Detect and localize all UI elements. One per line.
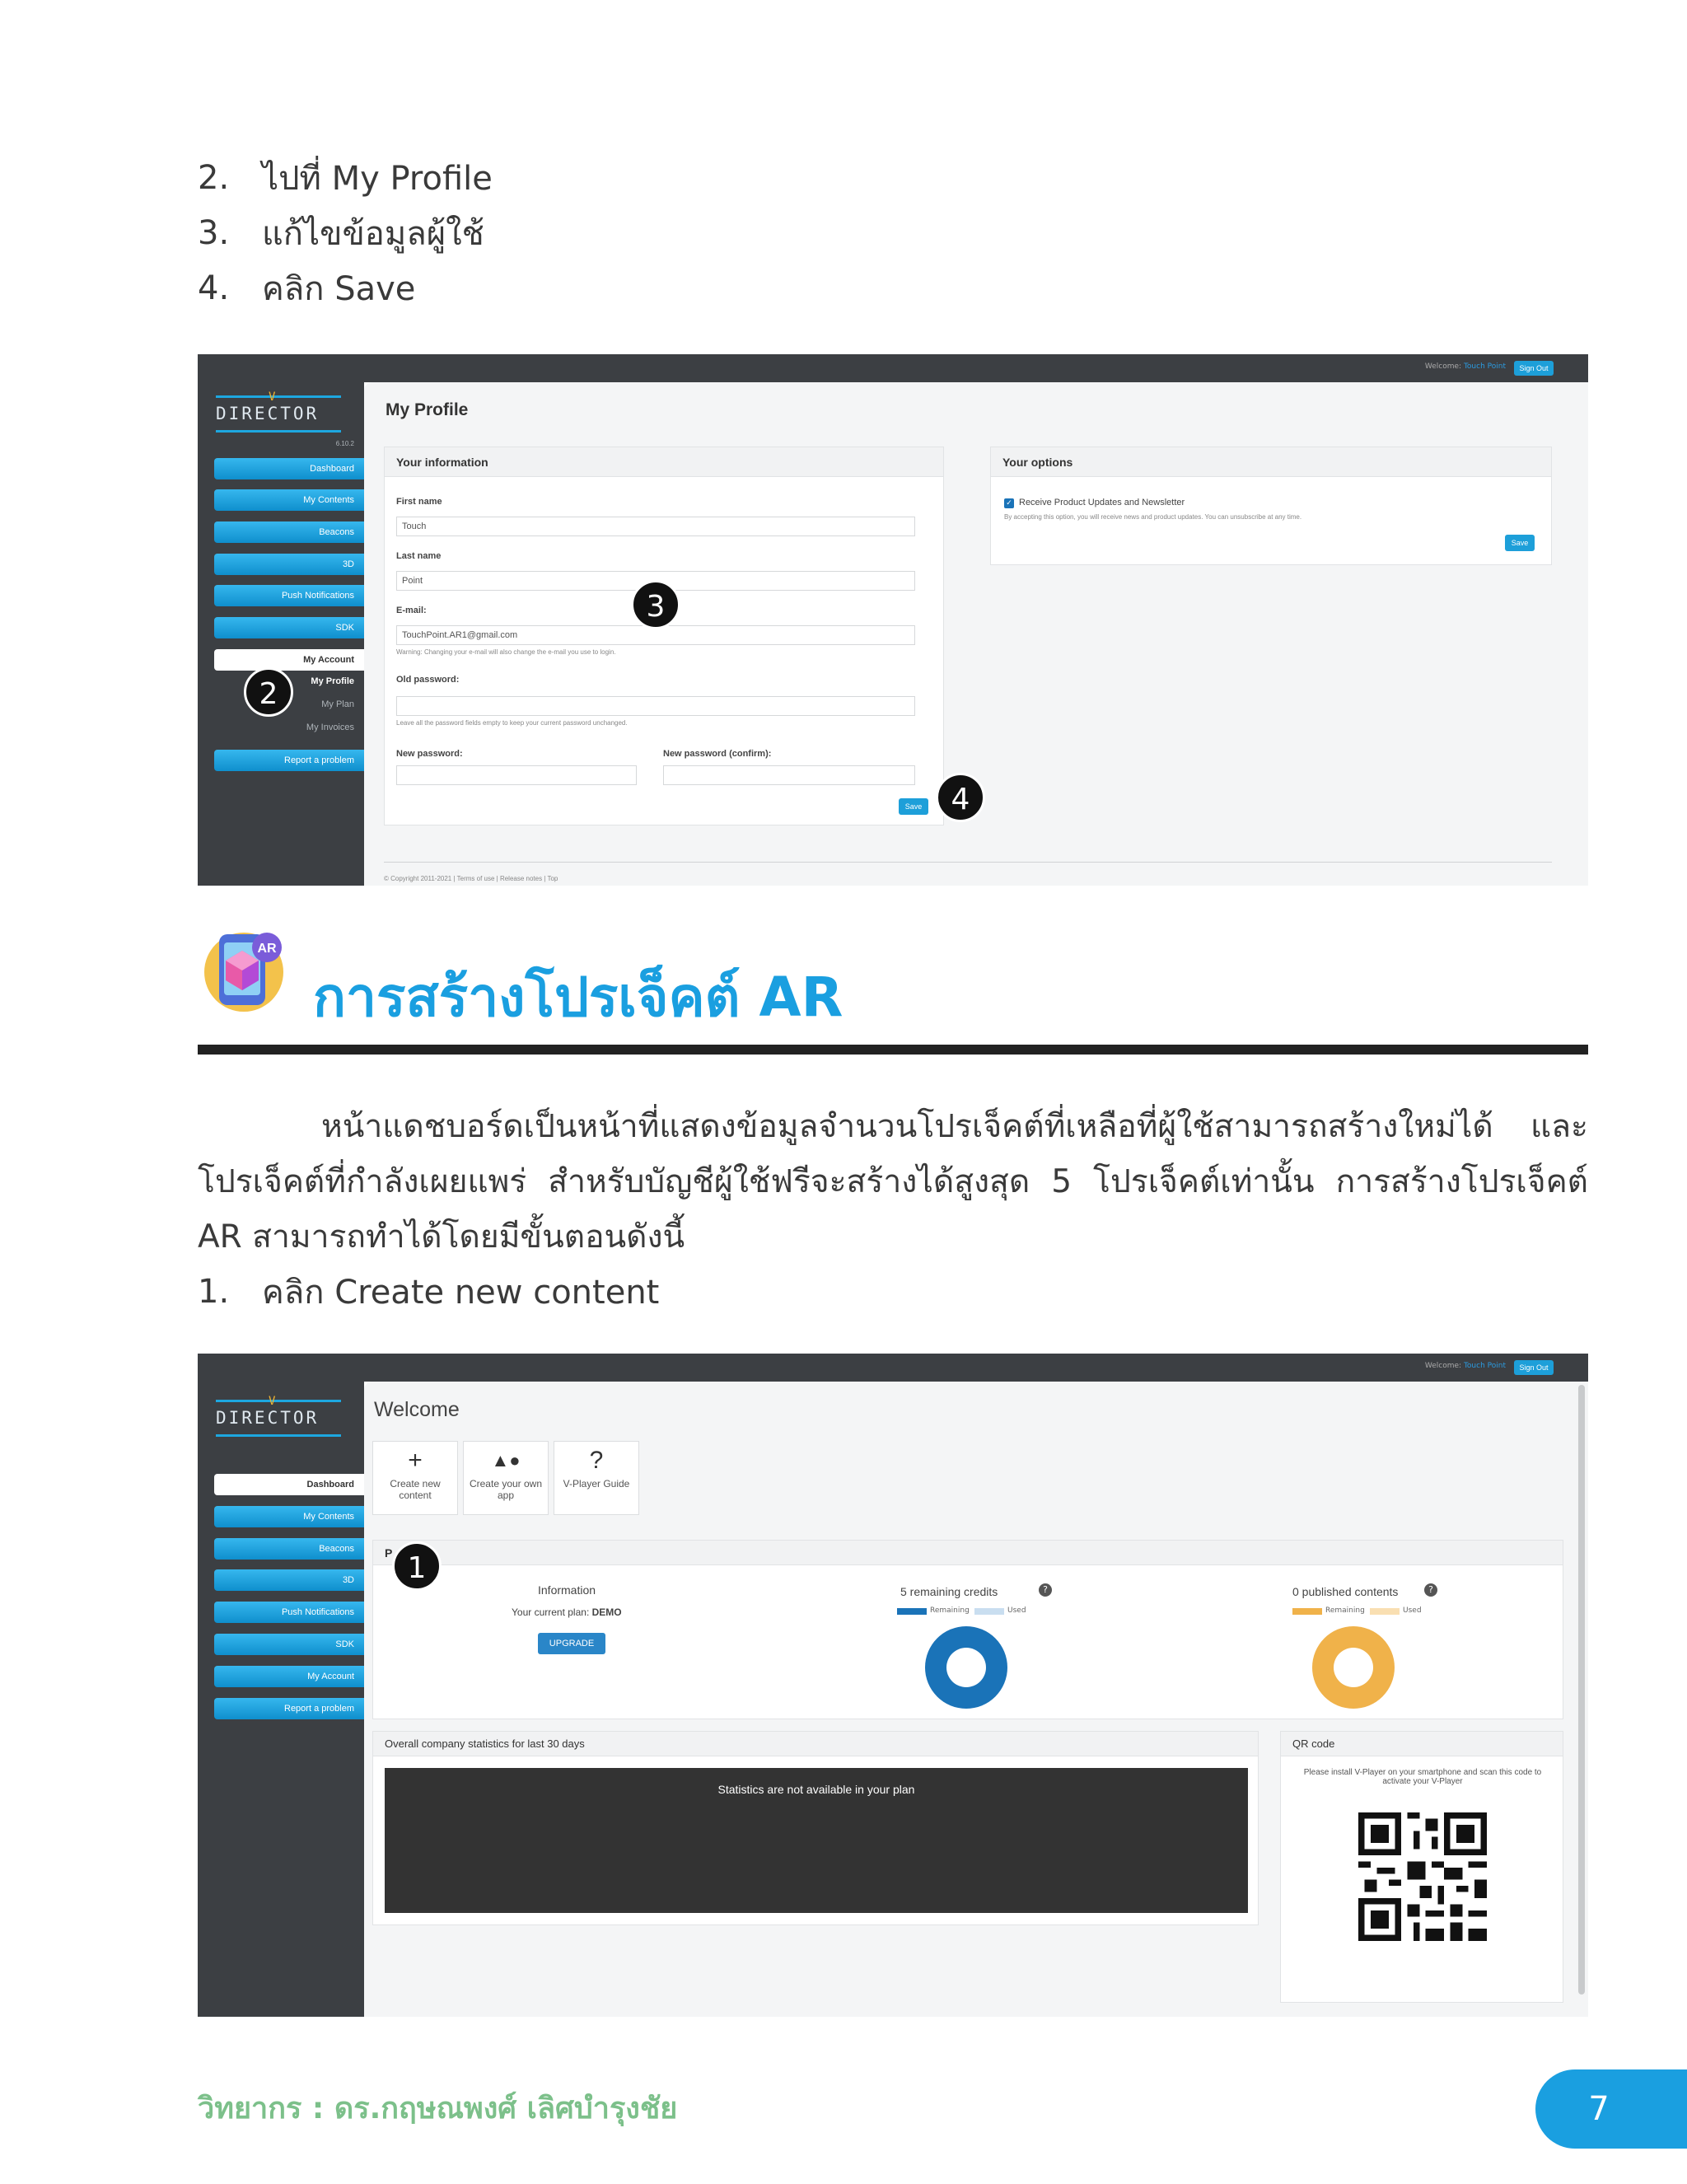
newsletter-checkbox[interactable]: ✓ bbox=[1004, 498, 1014, 508]
newsletter-label: Receive Product Updates and Newsletter bbox=[1019, 498, 1185, 507]
new-password-confirm-field[interactable] bbox=[663, 765, 915, 785]
step-number: 1. bbox=[198, 1273, 230, 1311]
sidebar-item-my-contents[interactable]: My Contents bbox=[214, 1506, 364, 1527]
current-plan-text: Your current plan: DEMO bbox=[512, 1606, 622, 1618]
last-name-field[interactable]: Point bbox=[396, 571, 915, 591]
first-name-field[interactable]: Touch bbox=[396, 517, 915, 536]
sidebar-item-push-notifications[interactable]: Push Notifications bbox=[214, 585, 364, 606]
panel-heading: P bbox=[373, 1541, 1563, 1565]
new-password-field[interactable] bbox=[396, 765, 637, 785]
footer-author: วิทยากร : ดร.กฤษณพงศ์ เลิศบำรุงชัย bbox=[198, 2092, 678, 2126]
save-button[interactable]: Save bbox=[899, 798, 928, 815]
legend-remaining: Remaining bbox=[930, 1606, 970, 1615]
qr-code-panel bbox=[1280, 1731, 1563, 2003]
help-icon[interactable]: ? bbox=[1424, 1583, 1437, 1597]
ar-project-icon bbox=[198, 923, 290, 1015]
panel-heading: QR code bbox=[1281, 1732, 1563, 1756]
page-title: Welcome bbox=[374, 1398, 460, 1421]
ar-badge-text: AR bbox=[257, 942, 277, 956]
main-content bbox=[364, 1382, 1588, 2017]
email-warning: Warning: Changing your e-mail will also change the e-mail you use to login. bbox=[396, 648, 616, 656]
old-password-field[interactable] bbox=[396, 696, 915, 716]
step-3 bbox=[198, 208, 484, 258]
director-logo: V DIRECTOR bbox=[216, 1400, 319, 1428]
sidebar-item-sdk[interactable]: SDK bbox=[214, 1634, 364, 1655]
panel-heading: Your information bbox=[385, 447, 943, 477]
screenshot-dashboard bbox=[198, 1354, 1588, 2017]
plus-icon: + bbox=[408, 1447, 423, 1474]
info-panel bbox=[372, 1540, 1563, 1719]
footer-divider bbox=[384, 862, 1552, 863]
v-player-guide-button[interactable]: ? V-Player Guide bbox=[554, 1441, 639, 1515]
first-name-label: First name bbox=[396, 497, 442, 507]
information-title: Information bbox=[538, 1583, 596, 1597]
director-logo: V DIRECTOR bbox=[216, 395, 319, 423]
create-new-content-button[interactable]: + Create new content bbox=[372, 1441, 458, 1515]
step-4 bbox=[198, 264, 415, 313]
sign-out-button[interactable]: Sign Out bbox=[1514, 361, 1554, 376]
statistics-unavailable: Statistics are not available in your plan bbox=[385, 1768, 1248, 1913]
step-badge-3: 3 bbox=[631, 580, 680, 629]
help-icon[interactable]: ? bbox=[1039, 1583, 1052, 1597]
qr-code-image bbox=[1358, 1812, 1487, 1941]
step-text: คลิก Save bbox=[262, 270, 416, 308]
welcome-text: Welcome: Touch Point bbox=[1424, 1362, 1506, 1370]
step-badge-1: 1 bbox=[392, 1541, 442, 1591]
your-options-panel bbox=[990, 447, 1552, 565]
legend-remaining: Remaining bbox=[1325, 1606, 1365, 1615]
credits-donut-chart bbox=[925, 1626, 1007, 1709]
published-title: 0 published contents bbox=[1292, 1585, 1399, 1598]
page-number: 7 bbox=[1535, 2069, 1687, 2149]
published-donut-chart bbox=[1312, 1626, 1395, 1709]
step-1 bbox=[198, 1267, 659, 1316]
sidebar-subitem-my-invoices[interactable]: My Invoices bbox=[306, 723, 354, 732]
legend-used: Used bbox=[1403, 1606, 1422, 1615]
footer-copyright: © Copyright 2011-2021 | Terms of use | Release notes | Top bbox=[384, 875, 558, 882]
legend-used-swatch bbox=[1370, 1608, 1400, 1615]
sidebar bbox=[198, 382, 364, 886]
legend-used: Used bbox=[1007, 1606, 1026, 1615]
password-hint: Leave all the password fields empty to keep your current password unchanged. bbox=[396, 719, 628, 727]
sidebar-item-3d[interactable]: 3D bbox=[214, 554, 364, 575]
upgrade-button[interactable]: UPGRADE bbox=[538, 1633, 605, 1654]
step-number: 3. bbox=[198, 214, 230, 252]
sidebar-item-sdk[interactable]: SDK bbox=[214, 617, 364, 638]
page-title: My Profile bbox=[386, 400, 469, 419]
create-own-app-button[interactable]: ▲● Create your own app bbox=[463, 1441, 549, 1515]
step-text: ไปที่ My Profile bbox=[262, 160, 493, 198]
legend-used-swatch bbox=[974, 1608, 1004, 1615]
panel-heading: Overall company statistics for last 30 days bbox=[373, 1732, 1258, 1756]
help-icon: ? bbox=[589, 1447, 604, 1474]
old-password-label: Old password: bbox=[396, 675, 460, 685]
sidebar-item-my-contents[interactable]: My Contents bbox=[214, 489, 364, 511]
statistics-panel bbox=[372, 1731, 1259, 1925]
sidebar-item-dashboard[interactable]: Dashboard bbox=[214, 458, 364, 479]
your-information-panel bbox=[384, 447, 944, 825]
top-bar bbox=[198, 1354, 1588, 1382]
sidebar-item-report-problem[interactable]: Report a problem bbox=[214, 1698, 364, 1719]
sidebar bbox=[198, 1382, 364, 2017]
step-number: 4. bbox=[198, 269, 230, 307]
sidebar-item-3d[interactable]: 3D bbox=[214, 1569, 364, 1591]
welcome-text: Welcome: Touch Point bbox=[1424, 362, 1506, 371]
sidebar-item-beacons[interactable]: Beacons bbox=[214, 1538, 364, 1560]
sign-out-button[interactable]: Sign Out bbox=[1514, 1360, 1554, 1375]
sidebar-item-beacons[interactable]: Beacons bbox=[214, 521, 364, 543]
credits-title: 5 remaining credits bbox=[900, 1585, 998, 1598]
qr-instructions: Please install V-Player on your smartphone and scan this code to activate your V-Player bbox=[1303, 1768, 1542, 1786]
top-bar bbox=[198, 354, 1588, 382]
new-password-confirm-label: New password (confirm): bbox=[663, 749, 772, 759]
legend-remaining-swatch bbox=[897, 1608, 927, 1615]
section-divider bbox=[198, 1045, 1588, 1055]
version-label: 6.10.2 bbox=[335, 440, 354, 447]
scrollbar[interactable] bbox=[1578, 1385, 1585, 1995]
legend-remaining-swatch bbox=[1292, 1608, 1322, 1615]
step-number: 2. bbox=[198, 159, 230, 197]
options-save-button[interactable]: Save bbox=[1505, 535, 1535, 551]
email-field[interactable]: TouchPoint.AR1@gmail.com bbox=[396, 625, 915, 645]
sidebar-subitem-my-plan[interactable]: My Plan bbox=[321, 699, 354, 709]
intro-paragraph: หน้าแดชบอร์ดเป็นหน้าที่แสดงข้อมูลจำนวนโปรเจ็คต์ที่เหลือที่ผู้ใช้สามารถสร้างใหม่ได้ และโปรเจ็คต์ที่กำลังเผยแพร่ สำหรับบัญชีผู้ใช้ฟรีจะสร้างได้สูงสุด 5 โปรเจ็คต์เท่านั้น การสร้างโปรเจ็คต์ AR สามารถทำได้โดยมีขั้นตอนดังนี้ bbox=[198, 1108, 1588, 1256]
step-badge-2: 2 bbox=[244, 667, 293, 717]
newsletter-hint: By accepting this option, you will receive news and product updates. You can unsubscribe at any time. bbox=[1004, 513, 1302, 521]
sidebar-subitem-my-profile[interactable]: My Profile bbox=[311, 676, 354, 686]
new-password-label: New password: bbox=[396, 749, 463, 759]
sidebar-item-report-problem[interactable]: Report a problem bbox=[214, 750, 364, 771]
sidebar-item-my-account[interactable]: My Account bbox=[214, 1666, 364, 1687]
android-apple-icon: ▲● bbox=[491, 1450, 521, 1471]
sidebar-item-my-account[interactable]: My Account bbox=[214, 649, 364, 671]
panel-heading: Your options bbox=[991, 447, 1551, 477]
last-name-label: Last name bbox=[396, 551, 442, 561]
step-2 bbox=[198, 153, 493, 203]
sidebar-item-dashboard[interactable]: Dashboard bbox=[214, 1474, 364, 1495]
section-title: การสร้างโปรเจ็คต์ AR bbox=[313, 966, 844, 1029]
screenshot-my-profile bbox=[198, 354, 1588, 886]
sidebar-item-push-notifications[interactable]: Push Notifications bbox=[214, 1602, 364, 1623]
email-label: E-mail: bbox=[396, 606, 427, 615]
step-badge-4: 4 bbox=[936, 773, 985, 822]
step-text: แก้ไขข้อมูลผู้ใช้ bbox=[262, 215, 484, 253]
step-text: คลิก Create new content bbox=[262, 1274, 660, 1312]
